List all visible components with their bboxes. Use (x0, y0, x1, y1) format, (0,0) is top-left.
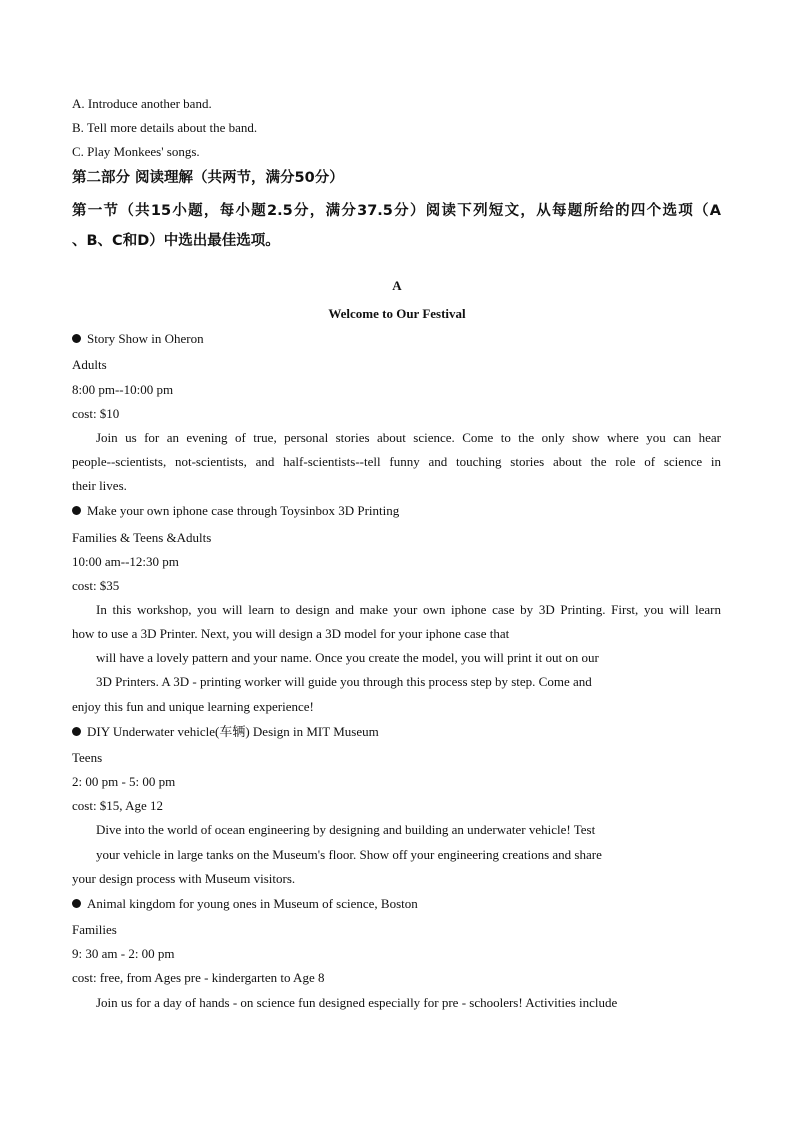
event-title: Make your own iphone case through Toysinbox 3D Printing (72, 503, 399, 519)
passage-title: Welcome to Our Festival (328, 306, 466, 321)
event-description-line: your vehicle in large tanks on the Museum's floor. Show off your engineering creations and share (96, 847, 602, 862)
event-description-line: In this workshop, you will learn to design and make your own iphone case by 3D Printing. First, you will learn (96, 602, 721, 617)
instruction-line-2: 、B、C和D）中选出最佳选项。 (72, 233, 280, 249)
bullet-icon (72, 727, 81, 736)
event-description-line: enjoy this fun and unique learning experience! (72, 699, 314, 714)
event-cost: cost: $15, Age 12 (72, 798, 163, 813)
section-heading: 第二部分 阅读理解（共两节，满分50分） (72, 170, 344, 186)
event-description-line: your design process with Museum visitors. (72, 871, 296, 886)
event-cost: cost: $10 (72, 406, 120, 421)
event-description-line: 3D Printers. A 3D - printing worker will guide you through this process step by step. Come and (96, 674, 592, 689)
event-description-line: Dive into the world of ocean engineering by designing and building an underwater vehicle! Test (96, 822, 596, 837)
bullet-icon (72, 899, 81, 908)
event-cost: cost: $35 (72, 578, 120, 593)
event-description-line: their lives. (72, 478, 127, 493)
option-c: C. Play Monkees' songs. (72, 144, 200, 159)
bullet-icon (72, 334, 81, 343)
event-description-line: will have a lovely pattern and your name. Once you create the model, you will print it out on our (96, 650, 599, 665)
event-time: 8:00 pm--10:00 pm (72, 382, 174, 397)
event-cost: cost: free, from Ages pre - kindergarten to Age 8 (72, 970, 325, 985)
event-title: DIY Underwater vehicle(车辆) Design in MIT Museum (72, 724, 379, 740)
option-a: A. Introduce another band. (72, 96, 212, 111)
event-description-line: people--scientists, not-scientists, and half-scientists--tell funny and touching stories about the role of science in (72, 454, 721, 469)
event-audience: Families (72, 922, 117, 937)
event-audience: Families & Teens &Adults (72, 530, 212, 545)
event-description-line: Join us for a day of hands - on science fun designed especially for pre - schoolers! Activities include (96, 995, 618, 1010)
passage-letter: A (392, 278, 402, 293)
bullet-icon (72, 506, 81, 515)
event-audience: Teens (72, 750, 103, 765)
event-time: 10:00 am--12:30 pm (72, 554, 179, 569)
event-description-line: how to use a 3D Printer. Next, you will design a 3D model for your iphone case that (72, 626, 510, 641)
event-time: 2: 00 pm - 5: 00 pm (72, 774, 176, 789)
event-audience: Adults (72, 357, 107, 372)
event-description-line: Join us for an evening of true, personal stories about science. Come to the only show where you can hear (96, 430, 721, 445)
event-time: 9: 30 am - 2: 00 pm (72, 946, 175, 961)
event-title: Animal kingdom for young ones in Museum of science, Boston (72, 896, 418, 912)
event-title: Story Show in Oheron (72, 331, 204, 347)
instruction-line-1: 第一节（共15小题，每小题2.5分，满分37.5分）阅读下列短文，从每题所给的四个选项（A (72, 203, 721, 219)
option-b: B. Tell more details about the band. (72, 120, 258, 135)
